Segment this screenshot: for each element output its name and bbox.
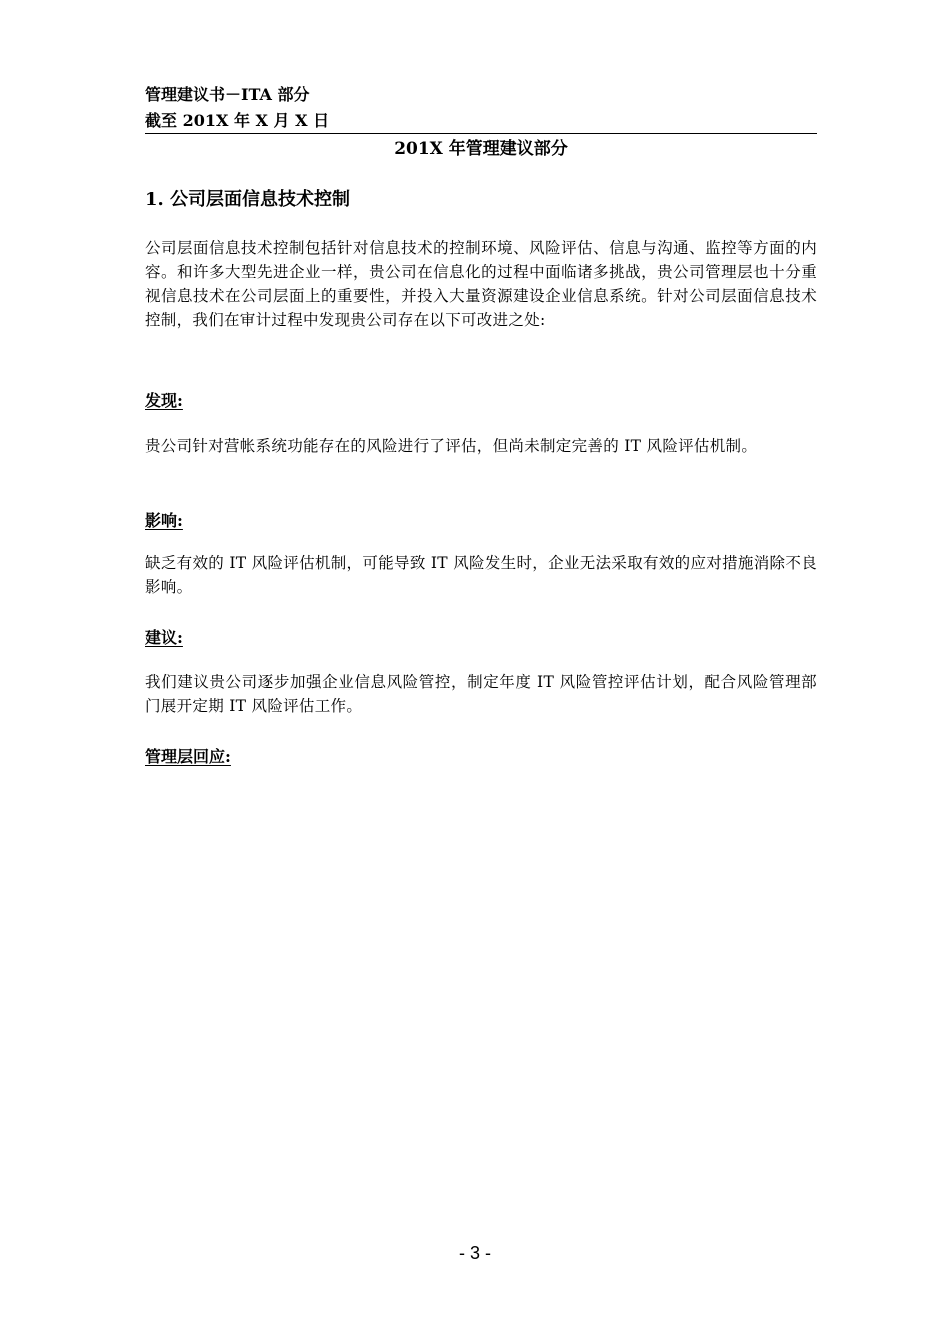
recommendation-paragraph: 我们建议贵公司逐步加强企业信息风险管控，制定年度 IT 风险管控评估计划，配合风险管理部门展开定期 IT 风险评估工作。: [145, 673, 817, 715]
impact-paragraph: 缺乏有效的 IT 风险评估机制，可能导致 IT 风险发生时，企业无法采取有效的应对措施消除不良影响。: [145, 554, 817, 596]
section-heading: 1. 公司层面信息技术控制: [145, 189, 351, 210]
header-divider: [145, 133, 817, 134]
recommendation-label-text: 建议:: [145, 628, 183, 647]
page-number: - 3 -: [458, 1243, 491, 1263]
findings-label-text: 发现:: [145, 391, 183, 410]
management-response-label: [145, 745, 249, 769]
header-line-title: 管理建议书－ITA 部分: [145, 85, 310, 104]
impact-label: [145, 509, 201, 533]
impact-label-text: 影响:: [145, 511, 183, 530]
management-response-label-text: 管理层回应:: [145, 747, 231, 766]
page-title: 201X 年管理建议部分: [394, 139, 568, 159]
intro-paragraph: 公司层面信息技术控制包括针对信息技术的控制环境、风险评估、信息与沟通、监控等方面的内容。和许多大型先进企业一样，贵公司在信息化的过程中面临诸多挑战，贵公司管理层也十分重视信息技术在公司层面上的重要性，并投入大量资源建设企业信息系统。针对公司层面信息技术控制，我们在审计过程中发现贵公司存在以下可改进之处:: [145, 239, 817, 329]
recommendation-label: [145, 626, 201, 650]
findings-label: [145, 389, 201, 413]
header-line-date: 截至 201X 年 X 月 X 日: [145, 111, 330, 130]
document-header: [145, 82, 329, 134]
findings-paragraph: 贵公司针对营帐系统功能存在的风险进行了评估，但尚未制定完善的 IT 风险评估机制。: [145, 437, 758, 455]
